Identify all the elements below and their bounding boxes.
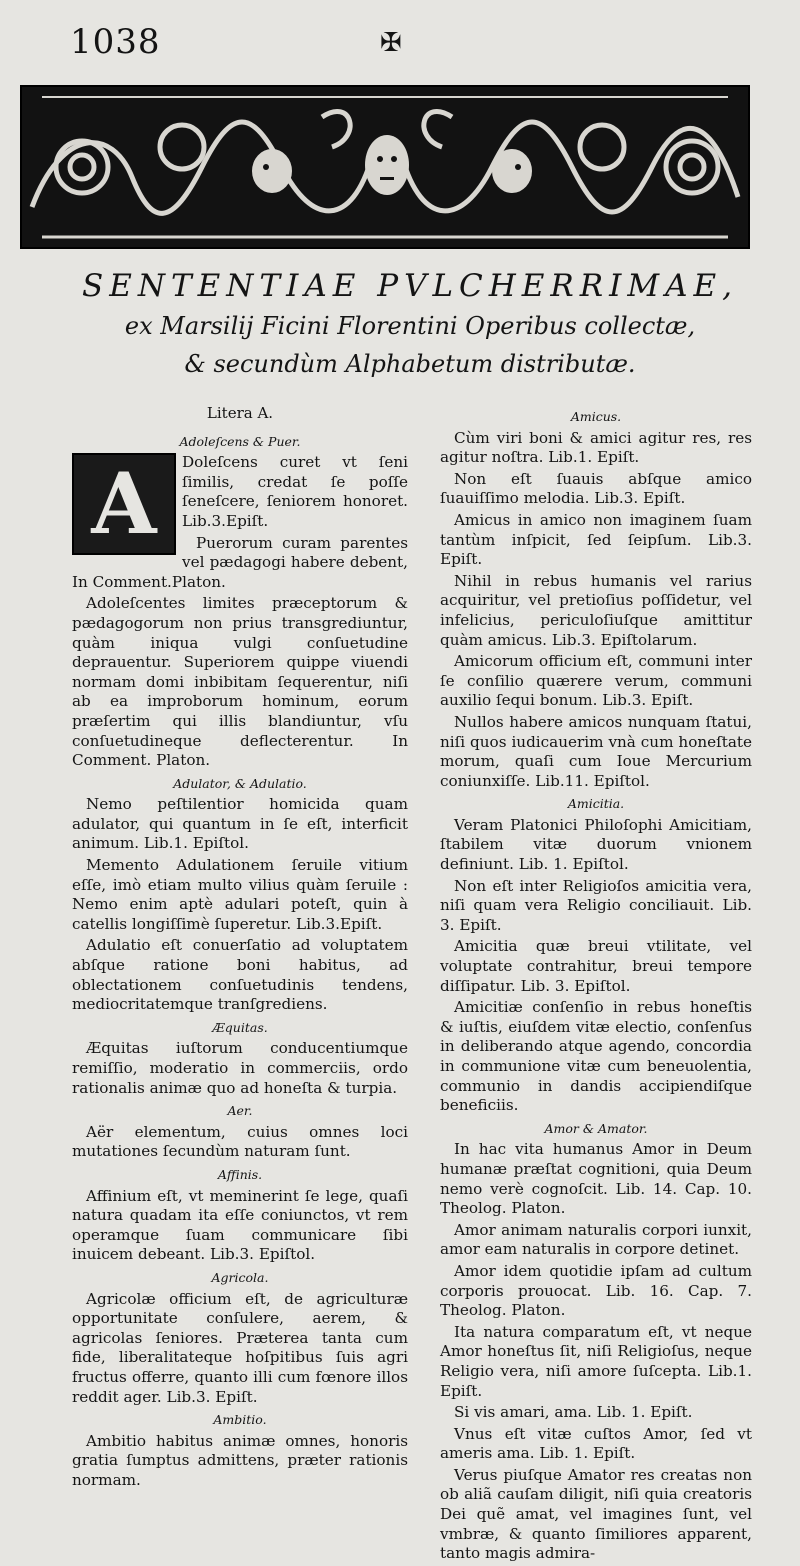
page-number: 1038 bbox=[70, 22, 161, 62]
paragraph: Memento Adulationem ſeruile vitium eſſe, imò etiam multo vilius quàm ſeruile : Nemo enim aptè adulari poteſt, quin à catellis longiſſimè ſuperetur. Lib.3.Epiſt. bbox=[72, 856, 408, 933]
paragraph: Amicus in amico non imaginem ſuam tantùm inſpicit, ſed ſeipſum. Lib.3. Epiſt. bbox=[440, 510, 752, 569]
paragraph: Puerorum curam parentes vel pædagogi habere debent, In Comment.Platon. bbox=[72, 533, 408, 591]
paragraph: In hac vita humanus Amor in Deum humanæ præſtat cognitioni, quia Deum nemo verè cognoſcit. Lib. 14. Cap. 10. Theolog. Platon. bbox=[440, 1140, 752, 1218]
subtitle-line-2: & secundùm Alphabetum distributæ. bbox=[184, 350, 636, 378]
page-title: SENTENTIAE PVLCHERRIMAE, bbox=[82, 268, 738, 304]
paragraph: Adulatio eſt conuerſatio ad voluptatem abſque ratione boni habitus, ad oblectationem conſuetudinis tendens, mediocritatemque tranſgrediens. bbox=[72, 936, 408, 1014]
paragraph: Vnus eſt vitæ cuſtos Amor, ſed vt ameris ama. Lib. 1. Epiſt. bbox=[440, 1424, 752, 1463]
paragraph: Amicorum officium eſt, communi inter ſe conſilio quærere verum, communi auxilio ſequi bonum. Lib.3. Epiſt. bbox=[440, 652, 752, 710]
heading-affinis: Affinis. bbox=[217, 1166, 263, 1182]
drop-cap-letter: A bbox=[91, 454, 157, 554]
heading-adolescens: Adoleſcens & Puer. bbox=[179, 433, 301, 449]
paragraph: Amor animam naturalis corpori iunxit, amor eam naturalis in corpore detinet. bbox=[440, 1220, 752, 1259]
section-litera-heading: Litera A. bbox=[206, 404, 274, 422]
heading-amor: Amor & Amator. bbox=[544, 1120, 648, 1136]
paragraph: Ita natura comparatum eſt, vt neque Amor honeſtus ſit, niſi Religioſus, neque Religio vera, niſi amore ſuſcepta. Lib.1. Epiſt. bbox=[440, 1322, 752, 1400]
paragraph: Verus piuſque Amator res creatas non ob aliã cauſam diligit, niſi quia creatoris Dei quẽ amat, vel imagines ſunt, vel vmbræ, & quanto ſimiliores apparent, tanto magis admira- bbox=[440, 1465, 752, 1563]
paragraph: Ambitio habitus animæ omnes, honoris gratia ſumptus admittens, præter rationis normam. bbox=[72, 1431, 408, 1489]
paragraph: Nullos habere amicos nunquam ſtatui, niſi quos iudicauerim vnà cum honeſtate morum, quaſi cum Ioue Mercurium coniunxiſſe. Lib.11. Epiſtol. bbox=[440, 712, 752, 790]
heading-aequitas: Æquitas. bbox=[212, 1019, 268, 1035]
heading-amicus: Amicus. bbox=[570, 409, 622, 424]
paragraph: Æquitas iuſtorum conducentiumque remiſſio, moderatio in commerciis, ordo rationalis animæ quo ad honeſta & turpia. bbox=[72, 1039, 408, 1097]
paragraph: Non eſt inter Religioſos amicitia vera, niſi quam vera Religio conciliauit. Lib. 3. Epiſt. bbox=[440, 876, 752, 934]
paragraph: Aër elementum, cuius omnes loci mutationes ſecundùm naturam ſunt. bbox=[72, 1122, 408, 1161]
paragraph: Adoleſcentes limites præceptorum & pædagogorum non prius transgrediuntur, quàm iniqua vulgi conſuetudine deprauentur. Superiorem quippe viuendi normam domi inbibitam ſequerentur, niſi ab ea improborum hominum, eorum præſertim qui illis blandiuntur, vſu conſuetudineque deflecterentur. In Comment. Platon. bbox=[72, 594, 408, 770]
left-column bbox=[72, 404, 408, 1492]
paragraph: Doleſcens curet vt ſeni ſimilis, credat ſe poſſe ſeneſcere, ſeniorem honoret. Lib.3.Epiſt. bbox=[182, 453, 408, 530]
cross-ornament-icon: ✠ bbox=[380, 28, 402, 58]
paragraph: Amicitia quæ breui vtilitate, vel voluptate contrahitur, breui tempore diſſipatur. Lib. 3. Epiſtol. bbox=[440, 937, 752, 995]
heading-agricola: Agricola. bbox=[211, 1269, 269, 1285]
heading-ambitio: Ambitio. bbox=[213, 1412, 267, 1428]
right-column bbox=[440, 404, 752, 1566]
foliage-scroll-ornament bbox=[22, 87, 748, 247]
drop-cap-initial bbox=[72, 453, 176, 555]
paragraph: Amicitiæ conſenſio in rebus honeſtis & iuſtis, eiuſdem vitæ electio, conſenſus in deliberando atque agendo, concordia in communione vitæ cum beneuolentia, communio in dandis accipiendiſque beneficiis. bbox=[440, 998, 752, 1115]
heading-amicitia: Amicitia. bbox=[567, 796, 625, 812]
paragraph: Nemo peſtilentior homicida quam adulator, qui quantum in ſe eſt, interficit animum. Lib.1. Epiſtol. bbox=[72, 795, 408, 853]
paragraph: Affinium eſt, vt meminerint ſe lege, quaſi natura quadam ita eſſe coniunctos, vt rem operamque ſuam communicare ſibi inuicem debeant. Lib.3. Epiſtol. bbox=[72, 1186, 408, 1264]
paragraph: Non eſt ſuauis abſque amico ſuauiſſimo melodia. Lib.3. Epiſt. bbox=[440, 469, 752, 508]
paragraph: Cùm viri boni & amici agitur res, res agitur noſtra. Lib.1. Epiſt. bbox=[440, 428, 752, 467]
decorative-headpiece-banner bbox=[20, 85, 750, 249]
paragraph: Nihil in rebus humanis vel rarius acquiritur, vel pretioſius poſſidetur, vel infelicius, periculoſiuſque amittitur quàm amicus. Lib.3. Epiſtolarum. bbox=[440, 571, 752, 649]
subtitle-line-1: ex Marsilij Ficini Florentini Operibus collectæ, bbox=[124, 312, 696, 340]
paragraph: Veram Platonici Philoſophi Amicitiam, ſtabilem vitæ duorum vnionem definiunt. Lib. 1. Epiſtol. bbox=[440, 815, 752, 874]
paragraph: Si vis amari, ama. Lib. 1. Epiſt. bbox=[454, 1403, 693, 1422]
heading-adulator: Adulator, & Adulatio. bbox=[173, 775, 307, 791]
paragraph: Agricolæ officium eſt, de agriculturæ opportunitate conſulere, aerem, & agricolas ſeniores. Præterea tanta cum fide, liberalitateque hoſpitibus ſuis agri fructus offerre, quanto illi cum fœnore illos reddit ager. Lib.3. Epiſt. bbox=[72, 1289, 408, 1406]
heading-aer: Aer. bbox=[227, 1103, 253, 1119]
paragraph: Amor idem quotidie ipſam ad cultum corporis prouocat. Lib. 16. Cap. 7. Theolog. Platon. bbox=[440, 1261, 752, 1320]
